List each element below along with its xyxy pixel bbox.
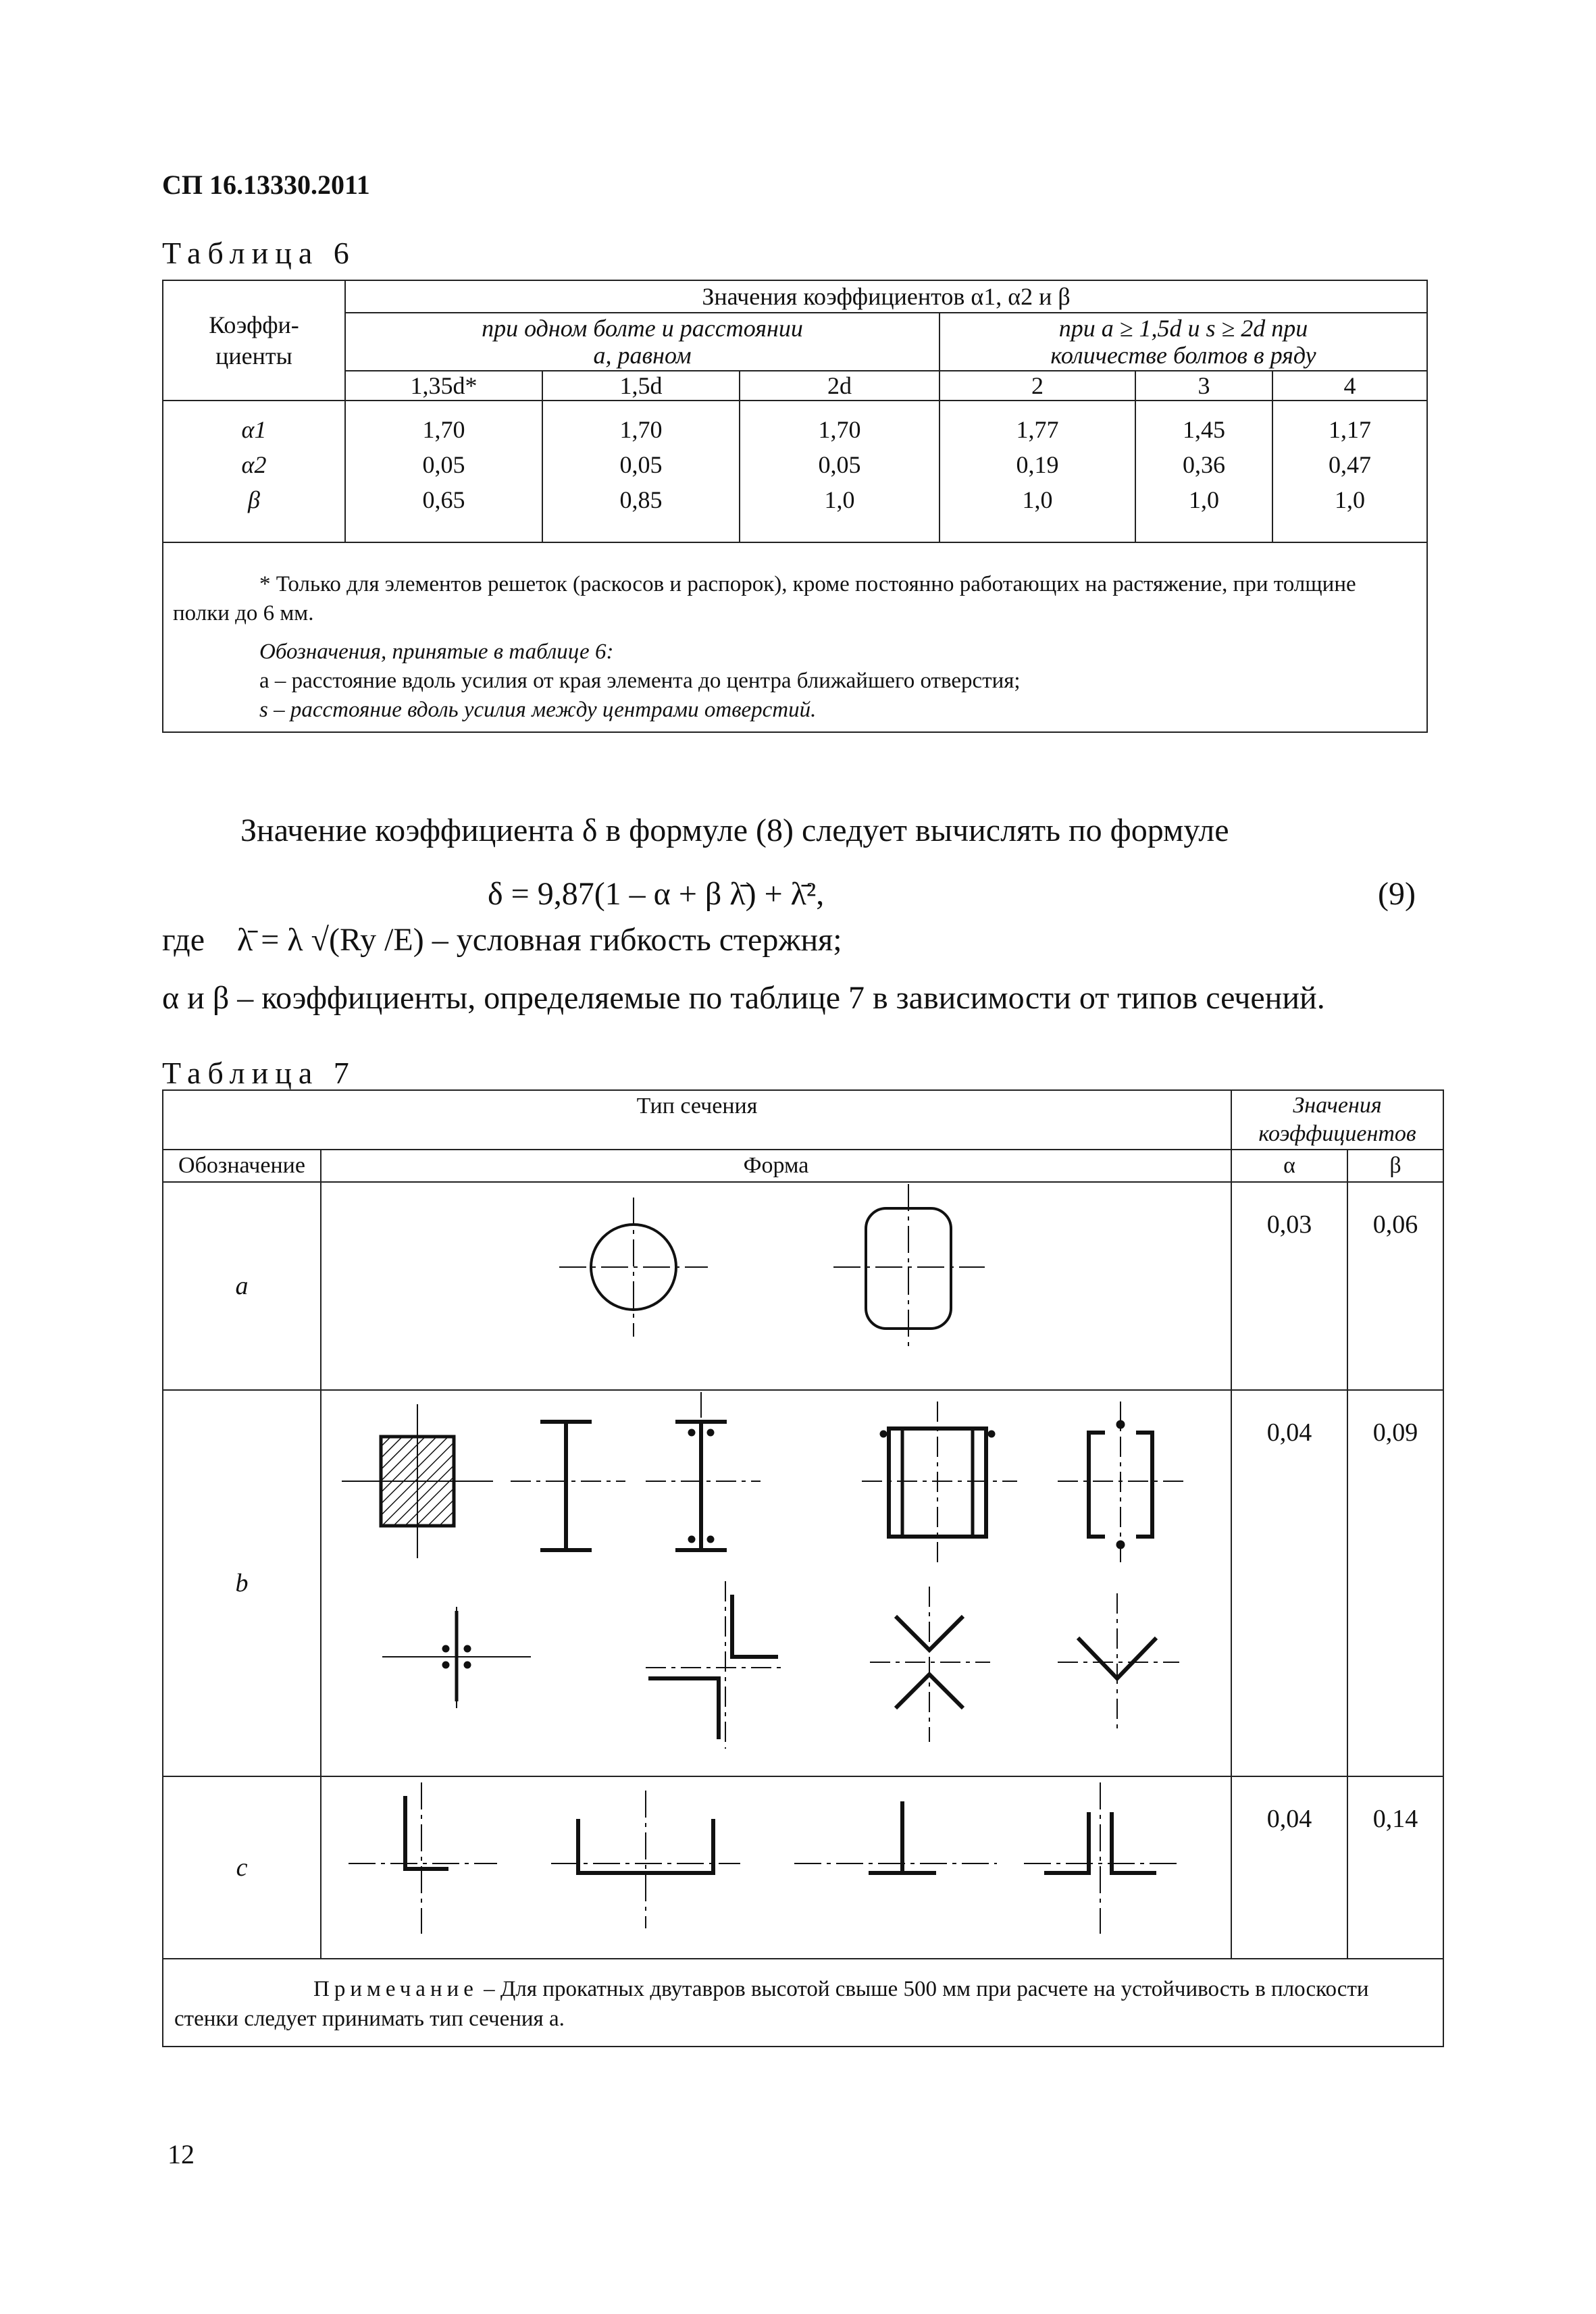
t6-cell: 0,05 [818,451,861,478]
t6-head-many-bolts: при a ≥ 1,5d и s ≥ 2d при количестве болтов в ряду [939,313,1427,371]
t7-head-alpha: α [1231,1150,1347,1182]
t6-cell: 0,47 [1329,451,1372,478]
i-beam-section-icon [511,1422,625,1550]
t7-forms-a [321,1182,1231,1390]
t6-head-values: Значения коэффициентов α1, α2 и β [345,280,1427,313]
where-line: где λ̄ = λ √(Ry /E) – условная гибкость стержня; [162,922,842,958]
t6-col-values [1135,401,1272,542]
t6-col-values [345,401,542,542]
t7-beta-a: 0,06 [1347,1182,1443,1390]
t7-head-designation: Обозначение [163,1150,321,1182]
t6-col-values [542,401,740,542]
t6-legend-s: s – расстояние вдоль усилия между центрами отверстий. [259,698,817,722]
t7-alpha-c: 0,04 [1231,1776,1347,1959]
t7-forms-b [321,1390,1231,1776]
t6-cell: 1,70 [619,416,663,443]
t7-alpha-a: 0,03 [1231,1182,1347,1390]
t6-cell: 1,0 [1022,486,1053,513]
t6-cell: 1,70 [422,416,465,443]
double-channel-section-icon [1058,1402,1186,1564]
t6-col-values [740,401,939,542]
formula-number: (9) [1378,876,1416,912]
t6-row-label: β [248,486,260,513]
t6-col-head: 1,35d* [345,371,542,401]
t6-row-label: α1 [241,416,267,443]
v-angle-section-icon [1058,1593,1179,1728]
x-angles-section-icon [870,1587,990,1742]
t7-beta-b: 0,09 [1347,1390,1443,1776]
t6-row-label: α2 [241,451,267,478]
paragraph-delta: Значение коэффициента δ в формуле (8) следует вычислять по формуле [240,813,1229,848]
angle-section-icon [349,1782,497,1934]
t6-col-head: 1,5d [542,371,740,401]
box-section-icon [862,1402,1017,1564]
t6-col-head: 3 [1135,371,1272,401]
t6-cell: 0,65 [422,486,465,513]
t6-cell: 1,45 [1183,416,1225,443]
t6-cell: 0,05 [422,451,465,478]
t6-cell: 1,70 [818,416,861,443]
section-forms-a [321,1183,1232,1389]
t6-legend-title: Обозначения, принятые в таблице 6: [259,640,614,664]
t6-col-head: 4 [1272,371,1427,401]
t6-legend-a: a – расстояние вдоль усилия от края элемента до центра ближайшего отверстия; [259,669,1021,693]
t6-footnote: * Только для элементов решеток (раскосов и распорок), кроме постоянно работающих на растяжение, при толщине полки до 6 мм. [173,572,1356,625]
solid-square-section-icon [342,1404,493,1558]
t6-head-one-bolt: при одном болте и расстоянии a, равном [345,313,939,371]
t7-beta-c: 0,14 [1347,1776,1443,1959]
t7-label-b: b [163,1390,321,1776]
t7-forms-c [321,1776,1231,1959]
t6-col-head: 2 [939,371,1135,401]
section-forms-c [321,1777,1232,1958]
table6-caption: Таблица 6 [162,236,356,270]
t6-cell: 0,05 [619,451,663,478]
circle-section-icon [559,1198,708,1337]
tee-section-icon [794,1801,997,1873]
page-number: 12 [168,2139,195,2169]
document-code: СП 16.13330.2011 [162,170,370,200]
t6-cell: 0,19 [1016,451,1059,478]
t6-notes [163,542,1427,732]
t6-col-values [1272,401,1427,542]
t6-col-values [939,401,1135,542]
t6-row-labels [163,401,345,542]
formula-9: δ = 9,87(1 – α + β λ̄) + λ̄², [488,876,825,912]
t6-cell: 1,0 [1335,486,1366,513]
t7-label-c: c [163,1776,321,1959]
table7-caption: Таблица 7 [162,1056,356,1090]
table-7 [162,1089,1444,2047]
cross-angles-section-icon [382,1607,531,1708]
i-beam-bolted-section-icon [646,1392,761,1550]
paragraph-alpha-beta: α и β – коэффициенты, определяемые по таблице 7 в зависимости от типов сечений. [162,980,1325,1016]
t6-cell: 0,85 [619,486,663,513]
t7-note-lead: Примечание [313,1977,478,2001]
t7-head-beta: β [1347,1150,1443,1182]
t7-label-a: a [163,1182,321,1390]
t7-note-text: – Для прокатных двутавров высотой свыше 500 мм при расчете на устойчивость в плоскости стенки следует принимать тип сечения a. [174,1977,1369,2031]
t6-head-coefficients: Коэффи- циенты [163,280,345,401]
section-forms-b [321,1391,1232,1776]
t6-col-head: 2d [740,371,939,401]
rect-tube-section-icon [833,1184,985,1349]
channel-section-icon [551,1791,740,1928]
t6-cell: 1,17 [1329,416,1372,443]
t7-note [163,1959,1443,2047]
t6-cell: 1,0 [1189,486,1219,513]
t6-cell: 1,77 [1016,416,1059,443]
double-angle-section-icon [1024,1782,1178,1934]
t6-cell: 1,0 [824,486,855,513]
t7-head-values: Значения коэффициентов [1231,1090,1443,1150]
stepped-angles-section-icon [646,1581,781,1749]
t7-head-form: Форма [321,1150,1231,1182]
table-6 [162,280,1428,733]
t7-alpha-b: 0,04 [1231,1390,1347,1776]
t7-head-type: Тип сечения [163,1090,1231,1150]
t6-cell: 0,36 [1183,451,1225,478]
